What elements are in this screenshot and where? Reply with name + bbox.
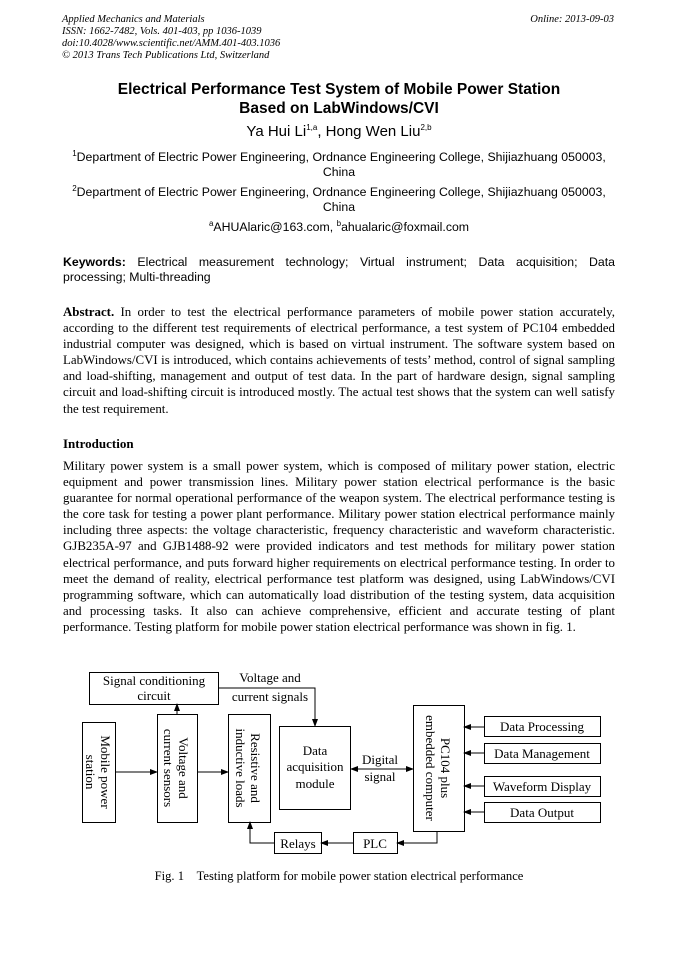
sensors-label-2: current sensors xyxy=(161,728,176,808)
copyright-line: © 2013 Trans Tech Publications Ltd, Switzerland xyxy=(62,50,270,61)
pc104-label-2: embedded computer xyxy=(423,715,438,821)
data-management-label: Data Management xyxy=(494,746,590,761)
affiliation-text: Department of Electric Power Engineering, Ordnance Engineering College, Shijiazhuang 050003, xyxy=(76,150,606,164)
loads-label-1: Resistive and xyxy=(248,733,263,803)
online-date: Online: 2013-09-03 xyxy=(530,14,614,25)
email-link[interactable]: AHUAlaric@163.com xyxy=(213,220,330,234)
loads-label-2: inductive loads xyxy=(233,728,248,808)
digital-signal-label-2: signal xyxy=(364,769,396,784)
title-line-1: Electrical Performance Test System of Mobile Power Station xyxy=(117,81,561,98)
abstract-label: Abstract. xyxy=(63,305,115,319)
affiliation-country: China xyxy=(322,200,356,214)
author-separator: , xyxy=(317,123,326,140)
author-name: Hong Wen Liu xyxy=(325,123,421,140)
affiliation-sup: 2 xyxy=(72,183,77,193)
waveform-display-label: Waveform Display xyxy=(492,779,592,794)
voltage-signals-label-2: current signals xyxy=(231,689,309,704)
doi-line: doi:10.4028/www.scientific.net/AMM.401-403.1036 xyxy=(62,38,281,49)
figure-caption-text: Testing platform for mobile power station electrical performance xyxy=(196,869,524,883)
relays-label: Relays xyxy=(280,836,316,851)
digital-signal-label-1: Digital xyxy=(361,752,399,767)
email-sup: a xyxy=(208,218,214,228)
keywords-text: Electrical measurement technology; Virtual instrument; Data acquisition; Data processing; Multi-threading xyxy=(63,255,615,284)
issn-line: ISSN: 1662-7482, Vols. 401-403, pp 1036-1039 xyxy=(62,26,262,37)
voltage-signals-label-1: Voltage and xyxy=(239,670,301,685)
author-name: Ya Hui Li xyxy=(246,123,307,140)
plc-label: PLC xyxy=(363,836,387,851)
data-acquisition-label-1: Data xyxy=(302,743,328,758)
signal-conditioning-label-1: Signal conditioning xyxy=(102,673,206,688)
data-processing-label: Data Processing xyxy=(499,719,585,734)
abstract-text: In order to test the electrical performance parameters of mobile power station accurately, according to the different test requirements of electrical performance, a test system of PC104 embedded industrial computer was designed, which is based on virtual instrument. The software system based on LabWindows/CVI is introduced, which contains achievements of tests’ method, control of signal sampling and load-shifting, management and output of test data. In the part of hardware design, signal sampling circuit and load-shifting circuit is introduced mostly. The actual test shows that the system can well satisfy the test requirement. xyxy=(63,305,615,416)
journal-name: Applied Mechanics and Materials xyxy=(62,14,205,25)
title-line-2: Based on LabWindows/CVI xyxy=(239,100,439,117)
figure-caption-label: Fig. 1 xyxy=(154,869,185,883)
data-acquisition-label-2: acquisition xyxy=(286,759,344,774)
figure-caption xyxy=(0,869,678,884)
email-sup: b xyxy=(336,218,342,228)
affiliation-text: Department of Electric Power Engineering, Ordnance Engineering College, Shijiazhuang 050003, xyxy=(76,185,606,199)
signal-conditioning-label-2: circuit xyxy=(137,688,171,703)
keywords-label: Keywords: xyxy=(63,255,126,269)
author-sup: 1,a xyxy=(306,123,318,132)
author-sup: 2,b xyxy=(420,123,432,132)
section-heading-introduction: Introduction xyxy=(63,436,134,451)
mobile-power-station-label-2: station xyxy=(83,754,98,790)
pc104-label-1: PC104 plus xyxy=(438,737,453,799)
mobile-power-station-label-1: Mobile power xyxy=(98,735,113,809)
affiliation-sup: 1 xyxy=(72,148,77,158)
sensors-label-1: Voltage and xyxy=(176,737,191,799)
introduction-paragraph: Military power system is a small power system, which is composed of military power station, electric equipment and power transmission lines. Military power station electrical performance is the basic guarantee for normal operational performance of the weapon system. The electrical performance testing is the core task for testing a power plant performance. Military power station electrical performance mainly including three aspects: the voltage characteristic, frequency characteristic and waveform characteristic. GJB235A-97 and GJB1488-92 were provided indicators and test methods for military power station electrical performance, and puts forward higher requirements on electrical performance testing. In order to meet the demand of reality, electrical performance test platform was designed, using LabWindows/CVI programming software, which can automatically load distribution of the testing system, data acquisition and processing tasks. It also can achieve comprehensive, efficient and accurate testing of plant performance. Testing platform for mobile power station electrical performance was shown in fig. 1. xyxy=(63,459,615,634)
email-link[interactable]: ahualaric@foxmail.com xyxy=(341,220,470,234)
data-output-label: Data Output xyxy=(510,805,574,820)
affiliation-country: China xyxy=(322,165,356,179)
data-acquisition-label-3: module xyxy=(295,776,335,791)
email-separator: , xyxy=(329,220,337,234)
